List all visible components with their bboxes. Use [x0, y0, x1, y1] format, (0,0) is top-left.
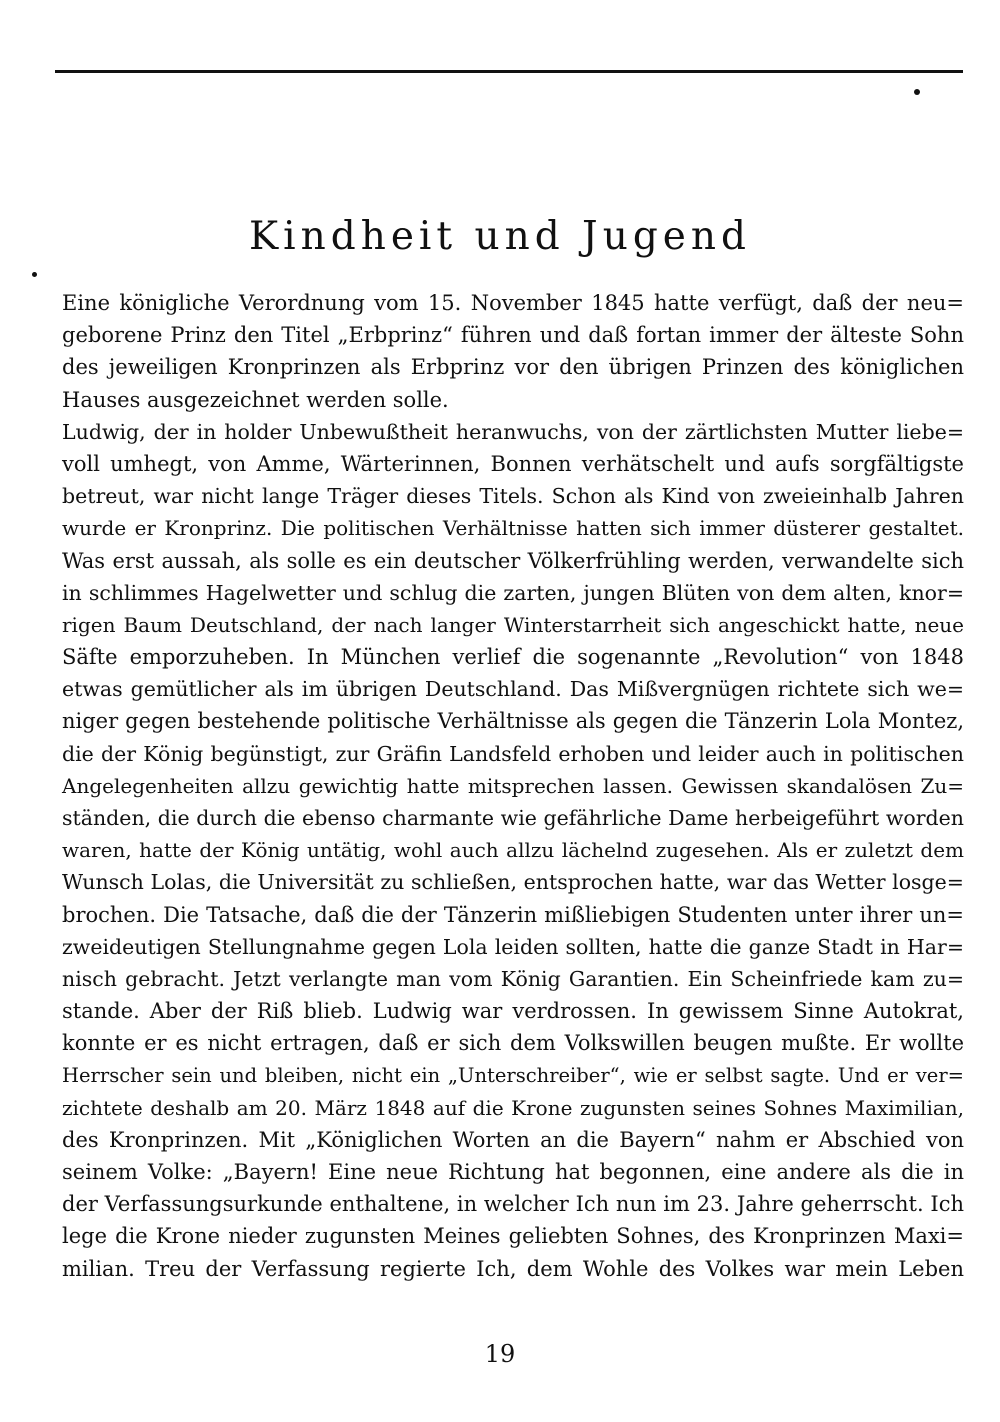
text-line: die der König begünstigt, zur Gräfin Landsfeld erhoben und leider auch in politischen: [62, 741, 964, 766]
text-line: geborene Prinz den Titel „Erbprinz“ führen und daß fortan immer der älteste Sohn: [62, 323, 964, 348]
ink-speck: [914, 89, 920, 95]
text-line: waren, hatte der König untätig, wohl auch allzu lächelnd zugesehen. Als er zuletzt dem: [62, 838, 964, 863]
text-line: zweideutigen Stellungnahme gegen Lola leiden sollten, hatte die ganze Stadt in Har=: [62, 934, 964, 959]
text-line: nisch gebracht. Jetzt verlangte man vom König Garantien. Ein Scheinfriede kam zu=: [62, 966, 964, 991]
text-line: milian. Treu der Verfassung regierte Ich, dem Wohle des Volkes war mein Leben: [62, 1256, 964, 1281]
text-line: in schlimmes Hagelwetter und schlug die zarten, jungen Blüten von dem alten, knor=: [62, 580, 964, 605]
ink-speck: [32, 272, 37, 277]
text-line: des jeweiligen Kronprinzen als Erbprinz vor den übrigen Prinzen des königlichen: [62, 355, 964, 380]
text-line: Hauses ausgezeichnet werden solle.: [62, 387, 449, 412]
header-rule: [55, 70, 963, 73]
page-number: 19: [484, 1340, 516, 1368]
text-line: konnte er es nicht ertragen, daß er sich dem Volkswillen beugen mußte. Er wollte: [62, 1031, 964, 1056]
text-line: ständen, die durch die ebenso charmante wie gefährliche Dame herbeigeführt worden: [62, 806, 964, 830]
text-line: lege die Krone nieder zugunsten Meines geliebten Sohnes, des Kronprinzen Maxi=: [62, 1224, 964, 1249]
text-line: Eine königliche Verordnung vom 15. November 1845 hatte verfügt, daß der neu=: [62, 291, 964, 315]
text-line: des Kronprinzen. Mit „Königlichen Worten an die Bayern“ nahm er Abschied von: [62, 1127, 964, 1152]
text-line: zichtete deshalb am 20. März 1848 auf die Krone zugunsten seines Sohnes Maximilian,: [62, 1095, 964, 1120]
text-line: betreut, war nicht lange Träger dieses Titels. Schon als Kind von zweieinhalb Jahren: [62, 484, 964, 509]
text-line: wurde er Kronprinz. Die politischen Verhältnisse hatten sich immer düsterer gestaltet.: [62, 516, 964, 541]
text-line: rigen Baum Deutschland, der nach langer Winterstarrheit sich angeschickt hatte, neue: [62, 612, 964, 637]
text-line: Säfte emporzuheben. In München verlief die sogenannte „Revolution“ von 1848: [62, 645, 964, 670]
text-line: seinem Volke: „Bayern! Eine neue Richtung hat begonnen, eine andere als die in: [62, 1160, 964, 1185]
text-line: stande. Aber der Riß blieb. Ludwig war verdrossen. In gewissem Sinne Autokrat,: [62, 999, 964, 1024]
text-line: etwas gemütlicher als im übrigen Deutschland. Das Mißvergnügen richtete sich we=: [62, 677, 964, 702]
text-line: Angelegenheiten allzu gewichtig hatte mitsprechen lassen. Gewissen skandalösen Zu=: [62, 773, 964, 798]
text-line: brochen. Die Tatsache, daß die der Tänzerin mißliebigen Studenten unter ihrer un=: [62, 902, 964, 927]
text-line: Ludwig, der in holder Unbewußtheit heranwuchs, von der zärtlichsten Mutter liebe=: [62, 419, 964, 444]
text-line: Wunsch Lolas, die Universität zu schließen, entsprochen hatte, war das Wetter losge=: [62, 870, 964, 895]
text-line: Was erst aussah, als solle es ein deutscher Völkerfrühling werden, verwandelte sich: [62, 548, 964, 573]
text-line: der Verfassungsurkunde enthaltene, in welcher Ich nun im 23. Jahre geherrscht. Ich: [62, 1192, 964, 1217]
text-line: niger gegen bestehende politische Verhältnisse als gegen die Tänzerin Lola Montez,: [62, 709, 964, 734]
text-line: Herrscher sein und bleiben, nicht ein „Unterschreiber“, wie er selbst sagte. Und er ver=: [62, 1063, 964, 1087]
chapter-title: Kindheit und Jugend: [249, 214, 751, 259]
text-line: voll umhegt, von Amme, Wärterinnen, Bonnen verhätschelt und aufs sorgfältigste: [62, 451, 964, 476]
body-text: [62, 287, 964, 1285]
